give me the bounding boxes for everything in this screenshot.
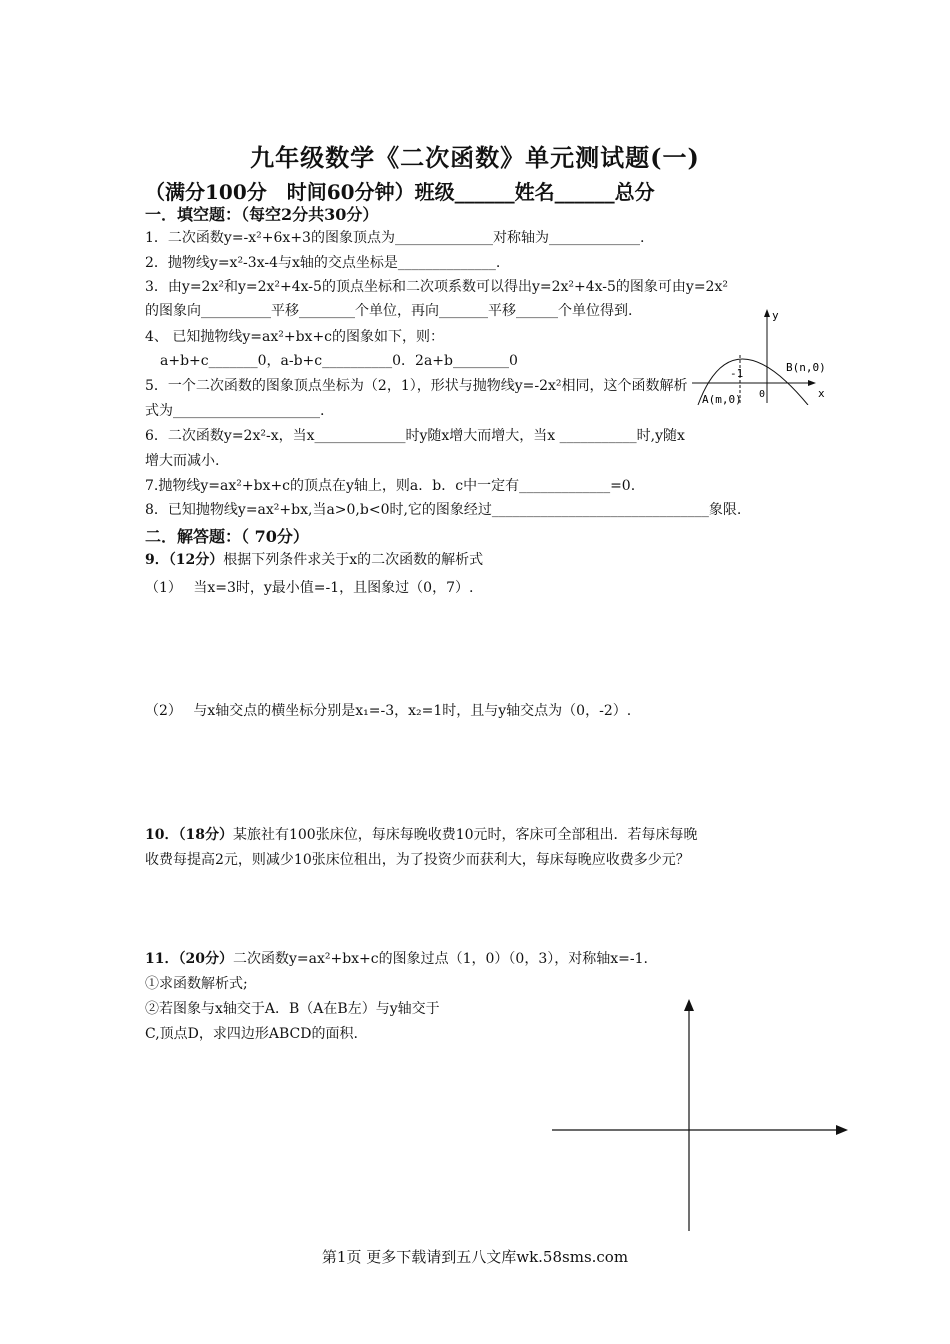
parabola-figure — [690, 305, 850, 405]
x-axis-label: x — [818, 387, 825, 400]
question-11-heading: 11．（20分） — [145, 951, 233, 967]
question-5-line-2: 式为_____________________. — [145, 403, 325, 419]
origin-label: 0 — [759, 389, 766, 400]
question-4-line-2: a+b+c_______0，a-b+c__________0．2a+b________0 — [160, 353, 518, 369]
coordinate-axes — [548, 995, 853, 1235]
question-9 — [145, 550, 483, 570]
subtitle: （满分100分 时间60分钟）班级______姓名______总分 — [145, 180, 655, 204]
question-3-line-2: 的图象向__________平移________个单位，再向_______平移______个单位得到. — [145, 303, 633, 319]
question-4-line-1: 4、 已知抛物线y=ax²+bx+c的图象如下，则： — [145, 329, 445, 345]
neg-one-label: -1 — [730, 367, 744, 380]
question-9-part-1: （1） 当x=3时，y最小值=-1，且图象过（0，7）. — [145, 580, 474, 596]
axes-y-arrow — [684, 999, 694, 1011]
question-11-part-2-cont: C,顶点D，求四边形ABCD的面积. — [145, 1026, 358, 1042]
question-10-line-2: 收费每提高2元，则减少10张床位租出，为了投资少而获利大，每床每晚应收费多少元？ — [145, 852, 690, 868]
y-axis-arrow — [764, 309, 770, 317]
question-1: 1．二次函数y=-x²+6x+3的图象顶点为______________对称轴为_____________. — [145, 230, 645, 246]
question-9-heading: 9．（12分） — [145, 552, 224, 568]
question-6-line-2: 增大而减小. — [145, 453, 220, 469]
question-6-line-1: 6．二次函数y=2x²-x，当x_____________时y随x增大而增大，当x ___________时,y随x — [145, 428, 685, 444]
question-9-part-2: （2） 与x轴交点的横坐标分别是x₁=-3，x₂=1时，且与y轴交点为（0，-2）. — [145, 703, 632, 719]
question-8: 8．已知抛物线y=ax²+bx,当a>0,b<0时,它的图象经过_______________________________象限. — [145, 502, 742, 518]
point-b-label: B(n,0) — [786, 361, 826, 374]
y-axis-label: y — [772, 309, 779, 322]
question-11-part-1: ①求函数解析式; — [145, 976, 248, 992]
question-2: 2．抛物线y=x²-3x-4与x轴的交点坐标是______________. — [145, 255, 501, 271]
question-7: 7.抛物线y=ax²+bx+c的顶点在y轴上，则a．b．c中一定有_____________=0. — [145, 478, 636, 494]
question-11-part-2: ②若图象与x轴交于A．B（A在B左）与y轴交于 — [145, 1001, 440, 1017]
question-5-line-1: 5．一个二次函数的图象顶点坐标为（2，1），形状与抛物线y=-2x²相同，这个函数解析 — [145, 378, 688, 394]
x-axis-arrow — [808, 380, 816, 386]
section-answers: 二．解答题：（ 70分） — [145, 527, 309, 546]
question-11-text: 二次函数y=ax²+bx+c的图象过点（1，0）（0，3），对称轴x=-1. — [232, 951, 648, 967]
section-fill-in: 一．填空题：（每空2分共30分） — [145, 205, 379, 224]
question-10-text: 某旅社有100张床位，每床每晚收费10元时，客床可全部租出．若每床每晚 — [232, 827, 698, 843]
question-9-text: 根据下列条件求关于x的二次函数的解析式 — [223, 552, 484, 568]
point-a-label: A(m,0) — [702, 393, 742, 405]
page-title: 九年级数学《二次函数》单元测试题(一) — [250, 143, 700, 172]
question-11-line-1 — [145, 949, 648, 969]
question-10-line-1 — [145, 825, 698, 845]
axes-x-arrow — [836, 1125, 848, 1135]
page-footer: 第1页 更多下载请到五八文库wk.58sms.com — [321, 1248, 629, 1266]
question-3-line-1: 3．由y=2x²和y=2x²+4x-5的顶点坐标和二次项系数可以得出y=2x²+4x-5的图象可由y=2x² — [145, 279, 728, 295]
question-10-heading: 10．（18分） — [145, 827, 233, 843]
